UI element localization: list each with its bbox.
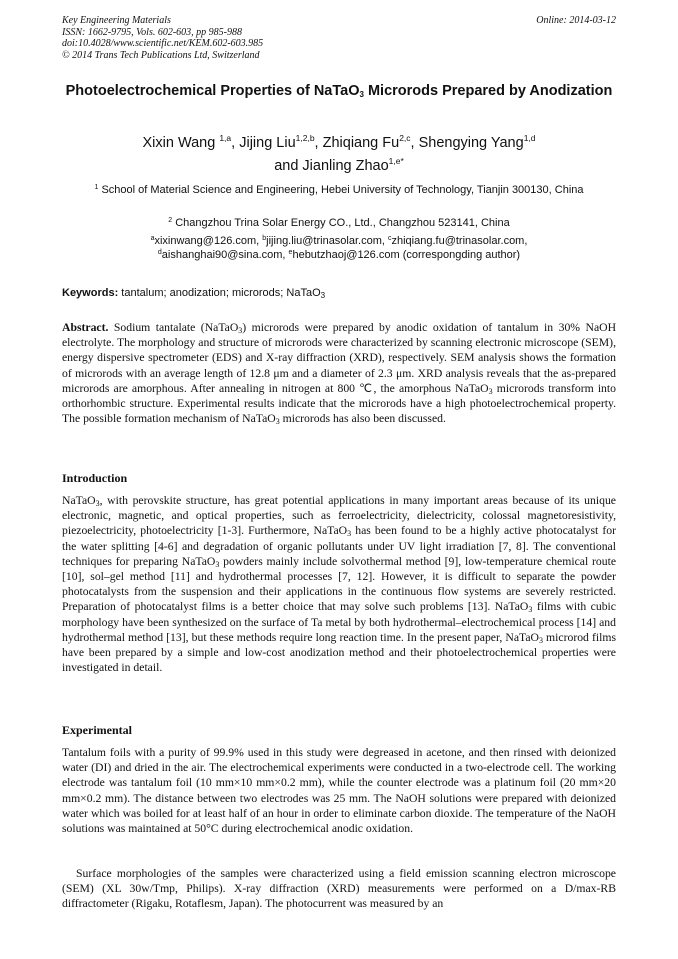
email-link[interactable]: hebutzhaoj@126.com (correspongding author) xyxy=(292,249,521,261)
publication-info xyxy=(62,15,616,61)
affiliation-2: $^2$ Changzhou Trina Solar Energy CO., Ltd., Changzhou 523141, China xyxy=(168,217,510,229)
introduction-paragraph: NaTaO$_3$, with perovskite structure, has great potential applications in many important areas because of its unique electronic, magnetic, and optical properties, such as ferroelectricity, dielectricity, colossal magnetoresistivity, piezoelectricity, photoelectricity [1-3]. Furthermore, NaTaO$_3$ has been found to be a highly active photocatalyst for the water splitting [4-6] and degradation of organic pollutants under UV light irradiation [7, 8]. The conventional techniques for preparing NaTaO$_3$ powders mainly include solvothermal method [9], low-temperature chemical route [10], sol–gel method [11] and hydrothermal processes [7, 12]. However, it is difficult to separate the powder photocatalysts from the suspension and their applications in the continuous flow systems are severely restricted. Preparation of photocatalyst films is a better choice that may solve such problems [13]. NaTaO$_3$ films with cubic morphology have been synthesized on the surface of Ta metal by both hydrothermal–electrochemical process [14] and hydrothermal method [13], but these methods require long reaction time. In the present paper, NaTaO$_3$ microrod films have been prepared by a simple and low-cost anodization method and their photoelectrochemical properties were investigated in detail. xyxy=(62,494,617,675)
author: Zhiqiang Fu$^{2,c}$ xyxy=(322,133,411,151)
paper-title: Photoelectrochemical Properties of NaTaO$_3$ Microrods Prepared by Anodization xyxy=(65,83,613,99)
author: Xixin Wang $^{1,a}$ xyxy=(142,133,232,151)
running-header xyxy=(62,15,616,61)
experimental-paragraph-1: Tantalum foils with a purity of 99.9% used in this study were degreased in acetone, and then rinsed with deionized water (DI) and dried in the air. The electrochemical experiments were conducted in a two-electrode cell. The working electrode was tantalum foil (10 mm×10 mm×0.2 mm), while the counter electrode was a platinum foil (20 mm×20 mm×0.2 mm). The distance between two electrodes was 25 mm. The NaOH solutions were prepared with deionized water which was boiled for at least half of an hour in order to eliminate carbon dioxide. The temperature of the NaOH solutions was maintained at 50°C during electrochemical anodic oxidation. xyxy=(62,746,616,836)
experimental-paragraph-2: Surface morphologies of the samples were characterized using a field emission scanning electron microscope (SEM) (XL 30w/Tmp, Philips). X-ray diffraction (XRD) measurements were performed on a D/max-RB diffractometer (Rigaku, Rotaflesm, Japan). The photocurrent was measured by an xyxy=(62,867,616,911)
abstract: Abstract. Sodium tantalate (NaTaO$_3$) microrods were prepared by anodic oxidation of tantalum in 30% NaOH electrolyte. The morphology and structure of microrods were characterized by scanning electronic microscope (SEM), energy dispersive spectrometer (EDS) and X-ray diffraction (XRD), respectively. SEM analysis shows the formation of microrods with an average length of 12.8 μm and a diameter of 2.3 μm. XRD analysis reveals that the as-prepared microrods are amorphous. After annealing in nitrogen at 800 ℃, the amorphous NaTaO$_3$ microrods transform into orthorhombic structure. Experimental results indicate that the microrods have a high photoelectrochemical property. The possible formation mechanism of NaTaO$_3$ microrods has also been discussed. xyxy=(62,321,617,427)
author: Shengying Yang$^{1,d}$ xyxy=(418,133,536,151)
online-date: Online: 2014-03-12 xyxy=(536,15,616,26)
email-link[interactable]: xixinwang@126.com, xyxy=(154,235,263,247)
abstract-label: Abstract. xyxy=(62,321,109,334)
copyright-line: © 2014 Trans Tech Publications Ltd, Switzerland xyxy=(62,49,260,61)
journal-name: Key Engineering Materials xyxy=(62,15,171,26)
keywords-label: Keywords: xyxy=(62,287,119,299)
section-heading-introduction: Introduction xyxy=(62,471,128,485)
author: Jijing Liu$^{1,2,b}$ xyxy=(239,133,315,151)
email-link[interactable]: zhiqiang.fu@trinasolar.com, xyxy=(391,235,528,247)
keywords: Keywords: tantalum; anodization; microrods; NaTaO$_3$ xyxy=(62,287,326,300)
doi-line: doi:10.4028/www.scientific.net/KEM.602-603.985 xyxy=(62,38,264,49)
author-list: Xixin Wang $^{1,a}$, Jijing Liu$^{1,2,b}$, Zhiqiang Fu$^{2,c}$, Shengying Yang$^{1,d}$ and Jianling Zhao$^{1,e*}$ xyxy=(142,133,536,174)
affiliation-1: $^1$ School of Material Science and Engineering, Hebei University of Technology, Tianjin 300130, China xyxy=(94,184,584,196)
email-link[interactable]: aishanghai90@sina.com, xyxy=(161,249,289,261)
email-link[interactable]: jijing.liu@trinasolar.com, xyxy=(266,235,388,247)
author: and Jianling Zhao$^{1,e*}$ xyxy=(274,156,404,174)
section-heading-experimental: Experimental xyxy=(62,723,132,737)
email-list: $^a$xixinwang@126.com, $^b$jijing.liu@trinasolar.com, $^c$zhiqiang.fu@trinasolar.com, $^d$aishanghai90@sina.com, $^e$hebutzhaoj@126.com (correspongding author) xyxy=(150,235,528,261)
issn-line: ISSN: 1662-9795, Vols. 602-603, pp 985-988 xyxy=(62,26,242,38)
